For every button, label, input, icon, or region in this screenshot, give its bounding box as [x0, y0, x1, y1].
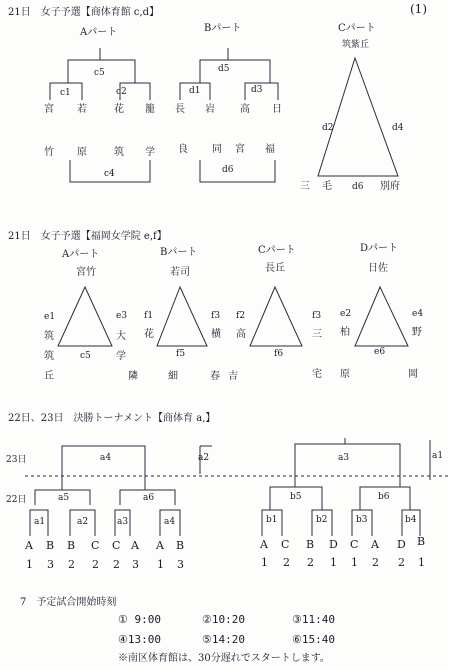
- right-first-2: b2: [316, 515, 328, 525]
- right-first-1: b1: [266, 515, 278, 525]
- rt-7: D: [397, 538, 406, 551]
- s2-c-side-r: 三: [312, 329, 322, 340]
- section-21-heading-b: 21日 女子予選【福岡女学院 e,f】: [8, 231, 167, 242]
- s2-a-bottom-l: 筑: [44, 351, 54, 362]
- time-2: ②10:20: [202, 613, 245, 626]
- rs-7: 2: [398, 556, 405, 569]
- s2-row-5: 吉: [228, 371, 238, 382]
- s2-d-top: 日佐: [368, 263, 388, 274]
- s2-row-2: 隣: [128, 371, 138, 382]
- b-team-3: 高: [240, 104, 250, 115]
- b-code-d6: d6: [222, 165, 234, 175]
- c-bottom-right: 別府: [380, 181, 400, 192]
- rs-4: 1: [330, 556, 337, 569]
- b-team-8: 福: [265, 144, 275, 155]
- rs-5: 1: [351, 556, 358, 569]
- ls-3: 2: [68, 558, 75, 571]
- s2-d-bottom-code: e6: [374, 347, 386, 357]
- b-code-d5: d5: [218, 64, 230, 74]
- c-part-top-team: 筑紫丘: [342, 40, 370, 50]
- left-sub-1: a5: [58, 493, 70, 503]
- s2-a-lbl-l: e1: [44, 312, 56, 322]
- day-23-label: 23日: [6, 455, 27, 465]
- schedule-heading: 7 予定試合開始時刻: [20, 597, 117, 608]
- lt-2: B: [46, 539, 55, 552]
- page-corner-mark: (1): [410, 2, 427, 16]
- ls-4: 2: [92, 558, 99, 571]
- right-final-code: a3: [338, 453, 350, 463]
- time-1: ① 9:00: [118, 613, 161, 626]
- rs-6: 2: [372, 556, 379, 569]
- c-code-d6: d6: [352, 182, 364, 192]
- a-team-2: 若: [77, 104, 87, 115]
- rs-3: 2: [307, 556, 314, 569]
- s2-c-lbl-r: f3: [312, 311, 322, 321]
- b-team-2: 岩: [205, 104, 215, 115]
- s2-d-title: Dパート: [360, 243, 399, 254]
- s2-a-side-r: 大: [116, 331, 126, 342]
- s2-d-lbl-r: e4: [412, 309, 424, 319]
- a-team-6: 原: [77, 147, 87, 158]
- c-bottom-mid: 毛: [322, 181, 332, 192]
- right-sub-2: b6: [378, 492, 390, 502]
- ls-5: 2: [113, 558, 120, 571]
- lt-8: B: [176, 539, 185, 552]
- s2-b-top: 若司: [170, 267, 190, 278]
- lt-6: A: [131, 539, 139, 552]
- ls-6: 3: [132, 558, 139, 571]
- ls-2: 3: [47, 558, 54, 571]
- s2-a-bottom-r: 学: [116, 351, 126, 362]
- b-team-6: 同: [212, 144, 222, 155]
- time-4: ④13:00: [118, 633, 161, 646]
- ls-8: 3: [177, 558, 184, 571]
- c-part-title: Cパート: [338, 23, 376, 34]
- time-5: ⑤14:20: [202, 633, 245, 646]
- a-code-c5: c5: [94, 68, 105, 78]
- a-team-7: 筑: [114, 147, 124, 158]
- rt-5: C: [350, 538, 359, 551]
- rt-1: A: [260, 538, 268, 551]
- left-first-2: a2: [77, 517, 89, 527]
- right-sub-1: b5: [290, 492, 302, 502]
- rt-3: B: [306, 538, 315, 551]
- b-team-1: 長: [175, 104, 185, 115]
- lt-3: B: [67, 539, 76, 552]
- c-code-d4: d4: [392, 123, 404, 133]
- lt-5: C: [112, 539, 121, 552]
- s2-a-title: Aパート: [62, 249, 100, 260]
- left-first-4: a4: [164, 517, 176, 527]
- left-semi-code: a2: [198, 453, 210, 463]
- a-team-1: 宮: [44, 104, 54, 115]
- left-final-code: a4: [100, 453, 112, 463]
- schedule-note: ※南区体育館は、30分遅れでスタートします。: [118, 653, 330, 664]
- s2-a-bottom-code: c5: [80, 351, 91, 361]
- s2-c-lbl-l: f2: [236, 311, 246, 321]
- s2-row-3: 細: [168, 371, 178, 382]
- rt-6: A: [371, 538, 379, 551]
- section-21-heading-a: 21日 女子予選【商体育館 c,d】: [8, 7, 160, 18]
- s2-b-title: Bパート: [160, 247, 198, 258]
- rt-2: C: [281, 538, 290, 551]
- rt-8: B: [417, 535, 426, 548]
- s2-a-side-l: 筑: [44, 331, 54, 342]
- a-part-title: Aパート: [80, 27, 118, 38]
- s2-row-6: 宅: [312, 369, 322, 380]
- s2-b-side-l: 花: [144, 329, 154, 340]
- s2-row-7: 原: [340, 369, 350, 380]
- s2-c-bottom-code: f6: [274, 349, 284, 359]
- s2-row-4: 春: [210, 371, 220, 382]
- left-first-1: a1: [34, 517, 46, 527]
- s2-b-lbl-r: f3: [211, 311, 221, 321]
- b-team-7: 宮: [235, 144, 245, 155]
- b-team-5: 良: [178, 144, 188, 155]
- b-code-d3: d3: [251, 85, 263, 95]
- lt-1: A: [25, 539, 33, 552]
- day-22-label: 22日: [6, 495, 27, 505]
- a-team-3: 花: [114, 104, 124, 115]
- b-part-title: Bパート: [204, 23, 242, 34]
- time-3: ③11:40: [292, 613, 335, 626]
- right-first-4: b4: [405, 515, 417, 525]
- a-code-c2: c2: [116, 87, 127, 97]
- s2-b-side-r: 横: [211, 329, 221, 340]
- section-22-23-heading: 22日、23日 決勝トーナメント【商体育 a,】: [8, 413, 216, 424]
- s2-row-8: 岡: [408, 369, 418, 380]
- rt-4: D: [329, 538, 338, 551]
- c-bottom-left: 三: [300, 181, 310, 192]
- s2-c-title: Cパート: [258, 245, 296, 256]
- s2-d-side-r: 野: [412, 327, 422, 338]
- s2-a-lbl-r: e3: [116, 311, 128, 321]
- s2-d-lbl-l: e2: [340, 309, 352, 319]
- rs-2: 2: [283, 556, 290, 569]
- s2-b-lbl-l: f1: [144, 311, 154, 321]
- a-code-c4: c4: [104, 169, 115, 179]
- a-team-8: 学: [145, 147, 155, 158]
- b-code-d1: d1: [189, 86, 201, 96]
- s2-d-side-l: 柏: [340, 327, 350, 338]
- s2-c-top: 長丘: [265, 263, 285, 274]
- s2-row-1: 丘: [44, 371, 54, 382]
- s2-a-top: 宮竹: [76, 267, 96, 278]
- lt-4: C: [91, 539, 100, 552]
- c-code-d2: d2: [322, 123, 334, 133]
- s2-c-side-l: 高: [236, 329, 246, 340]
- right-first-3: b3: [356, 515, 368, 525]
- time-6: ⑥15:40: [292, 633, 335, 646]
- lt-7: A: [156, 539, 164, 552]
- left-first-3: a3: [117, 517, 129, 527]
- ls-7: 1: [157, 558, 164, 571]
- s2-b-bottom-code: f5: [176, 349, 186, 359]
- rs-8: 1: [418, 556, 425, 569]
- a-team-4: 籠: [145, 104, 155, 115]
- ls-1: 1: [26, 558, 33, 571]
- left-sub-2: a6: [143, 493, 155, 503]
- a-team-5: 竹: [44, 147, 54, 158]
- a-code-c1: c1: [60, 88, 71, 98]
- rs-1: 1: [261, 556, 268, 569]
- right-edge-code: a1: [432, 451, 444, 461]
- b-team-4: 日: [272, 104, 282, 115]
